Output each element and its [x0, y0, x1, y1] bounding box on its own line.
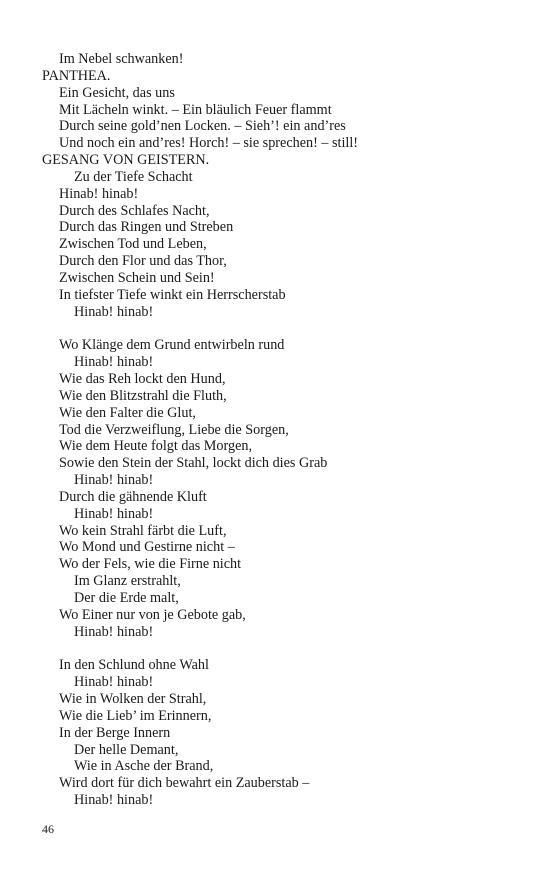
verse-line: In der Berge Innern — [59, 724, 171, 741]
verse-line: Hinab! hinab! — [74, 792, 154, 809]
verse-line: Wie den Blitzstrahl die Fluth, — [59, 387, 227, 404]
verse-line: In tiefster Tiefe winkt ein Herrscherstab — [59, 286, 286, 303]
verse-line: Zwischen Schein und Sein! — [59, 269, 215, 286]
speaker-heading: PANTHEA. — [42, 67, 111, 84]
verse-line: Der helle Demant, — [74, 741, 179, 758]
verse-line: Mit Lächeln winkt. – Ein bläulich Feuer flammt — [59, 101, 332, 118]
verse-line: Hinab! hinab! — [74, 354, 154, 371]
verse-line: Ein Gesicht, das uns — [59, 84, 175, 101]
stanza-break — [42, 641, 522, 658]
verse-line: Wie dem Heute folgt das Morgen, — [59, 438, 253, 455]
verse-line: Durch seine gold’nen Locken. – Sieh’! ein and’res — [59, 118, 346, 135]
verse-line: Hinab! hinab! — [74, 505, 154, 522]
verse-line: Wie in Asche der Brand, — [74, 758, 214, 775]
verse-line: Wo der Fels, wie die Firne nicht — [59, 556, 242, 573]
verse-line: Wo Mond und Gestirne nicht – — [59, 539, 235, 556]
verse-line: Durch des Schlafes Nacht, — [59, 202, 210, 219]
stanza-break — [42, 321, 522, 338]
verse-line: Wo Klänge dem Grund entwirbeln rund — [59, 337, 285, 354]
verse-line: Wie die Lieb’ im Erinnern, — [59, 707, 212, 724]
verse-line: Wie den Falter die Glut, — [59, 404, 196, 421]
speaker-heading: GESANG VON GEISTERN. — [42, 152, 210, 169]
verse-line: Hinab! hinab! — [74, 674, 154, 691]
verse-line: Im Glanz erstrahlt, — [74, 573, 181, 590]
verse-line: Der die Erde malt, — [74, 590, 179, 606]
verse-line: Wie das Reh lockt den Hund, — [59, 371, 226, 388]
page-number: 46 — [42, 822, 54, 836]
verse-line: Durch die gähnende Kluft — [59, 488, 207, 505]
verse-line: Hinab! hinab! — [74, 303, 154, 320]
verse-line: Wird dort für dich bewahrt ein Zauberstab – — [59, 775, 310, 792]
verse-line: Und noch ein and’res! Horch! – sie sprechen! – still! — [59, 135, 359, 152]
verse-line: Sowie den Stein der Stahl, lockt dich dies Grab — [59, 455, 328, 472]
verse-line: Wo Einer nur von je Gebote gab, — [59, 606, 246, 623]
verse-line: Zwischen Tod und Leben, — [59, 236, 207, 253]
verse-line: Im Nebel schwanken! — [59, 51, 184, 67]
verse-line: Wie in Wolken der Strahl, — [59, 691, 207, 708]
verse-line: Zu der Tiefe Schacht — [74, 168, 193, 185]
poem-text — [42, 51, 522, 809]
verse-line: Hinab! hinab! — [74, 623, 154, 640]
verse-line: Wo kein Strahl färbt die Luft, — [59, 522, 227, 539]
verse-line: Tod die Verzweiflung, Liebe die Sorgen, — [59, 421, 289, 438]
verse-line: Durch den Flor und das Thor, — [59, 253, 227, 270]
verse-line: Hinab! hinab! — [59, 185, 139, 202]
verse-line: Durch das Ringen und Streben — [59, 219, 234, 236]
verse-line: In den Schlund ohne Wahl — [59, 657, 209, 674]
verse-line: Hinab! hinab! — [74, 472, 154, 489]
